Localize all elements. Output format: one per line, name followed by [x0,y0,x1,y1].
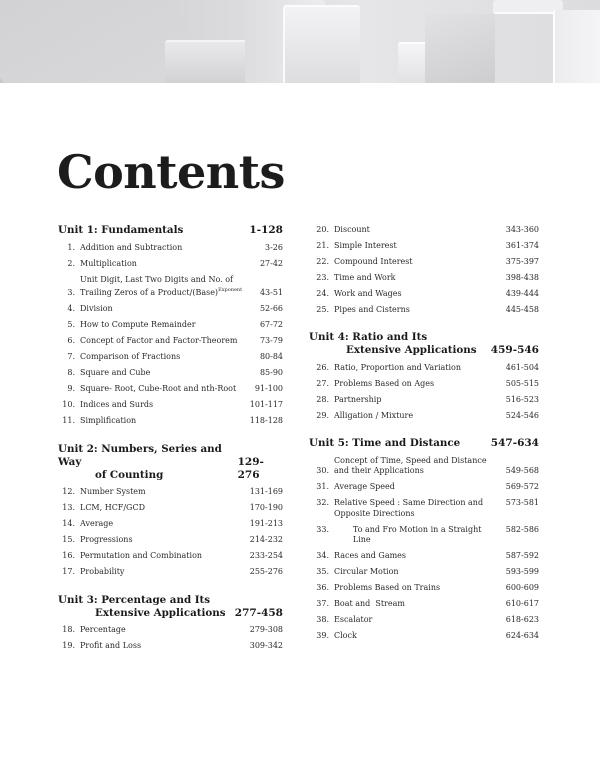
item-pages: 600-609 [505,583,539,592]
toc-item[interactable] [309,395,539,406]
page-title: Contents [57,145,285,199]
item-number: 8. [67,368,75,377]
contents-right-column [309,224,539,646]
item-pages: 52-66 [259,304,283,313]
unit-page-range: 1-128 [249,224,283,236]
spacer [58,582,283,594]
toc-item[interactable] [309,551,539,562]
unit-title-line2: Extensive Applications [95,606,226,619]
toc-item[interactable] [309,273,539,284]
toc-item[interactable] [309,225,539,236]
toc-item[interactable] [58,416,283,427]
item-pages: 445-458 [505,304,539,314]
unit-2 [58,443,283,578]
item-pages: 582-586 [505,524,539,534]
item-pages: 361-374 [505,240,539,250]
unit-heading [309,437,539,450]
toc-item[interactable] [58,641,283,652]
item-pages: 43-51 [259,288,283,297]
toc-item[interactable] [58,503,283,514]
item-number: 33. [316,524,329,534]
toc-item[interactable] [58,275,283,299]
toc-item[interactable] [58,368,283,379]
item-label: Division [80,304,113,313]
toc-item[interactable] [309,305,539,316]
unit-heading [309,331,539,357]
item-number: 24. [316,288,329,298]
item-label: Permutation and Combination [80,551,203,560]
toc-item[interactable] [309,599,539,610]
item-label: Partnership [334,394,382,404]
item-number: 26. [316,362,329,372]
item-pages: 309-342 [249,641,283,650]
item-pages: 85-90 [259,368,283,377]
item-label: Square and Cube [80,368,151,377]
item-label: Discount [334,224,370,234]
toc-item[interactable] [58,320,283,331]
unit-5 [309,437,539,642]
item-number: 29. [316,410,329,420]
item-number: 22. [316,256,329,266]
item-pages: 516-523 [505,394,539,404]
unit-title: Unit 5: Time and Distance [309,437,461,449]
unit-title-line1: Unit 4: Ratio and Its [309,331,428,343]
toc-item[interactable] [58,519,283,530]
toc-item[interactable] [309,379,539,390]
item-pages: 191-213 [249,519,283,528]
toc-item[interactable] [58,304,283,315]
toc-item[interactable] [58,259,283,270]
toc-item[interactable] [58,384,283,395]
unit-title [58,594,226,620]
item-number: 37. [316,599,329,608]
item-label: Profit and Loss [80,641,142,650]
item-label: Percentage [80,625,126,634]
item-pages: 233-254 [249,551,283,560]
item-number: 21. [316,240,329,250]
toc-item[interactable] [58,400,283,411]
item-pages: 118-128 [249,416,283,425]
item-pages: 131-169 [249,487,283,496]
item-number: 25. [316,304,329,314]
unit-page-range: 547-634 [490,437,539,449]
unit-heading [58,224,283,237]
toc-item[interactable] [58,535,283,546]
unit-3 [58,594,283,652]
item-pages: 375-397 [505,256,539,266]
item-number: 3. [67,288,75,297]
item-label: Average Speed [334,482,395,491]
item-pages: 398-438 [505,272,539,282]
item-number: 13. [62,503,75,512]
item-label: Time and Work [334,272,396,282]
unit-title-line1: Unit 3: Percentage and Its [58,593,211,606]
item-number: 12. [62,487,75,496]
item-label: Number System [80,487,146,496]
item-label: Average [80,519,114,528]
unit-page-range: 459-546 [490,344,539,356]
toc-item[interactable] [309,631,539,642]
item-pages: 343-360 [505,224,539,234]
unit-title: Unit 1: Fundamentals [58,224,184,236]
item-number: 10. [62,400,75,409]
item-number: 4. [67,304,75,313]
item-label: Concept of Time, Speed and Distance and their Applications [334,455,487,475]
item-label: Compound Interest [334,256,413,266]
item-label: Problems Based on Ages [334,378,435,388]
spacer [309,425,539,437]
item-pages: 573-581 [505,498,539,507]
item-number: 32. [316,498,329,507]
item-label: Simple Interest [334,240,397,250]
toc-item[interactable] [309,289,539,300]
spacer [58,431,283,443]
item-number: 35. [316,567,329,576]
item-number: 9. [67,384,75,393]
item-number: 15. [62,535,75,544]
item-label: Relative Speed : Same Direction and Opposite Directions [334,498,484,518]
item-label: How to Compute Remainder [80,320,196,329]
item-label: Ratio, Proportion and Variation [334,362,462,372]
item-label: Indices and Surds [80,400,154,409]
item-label: Races and Games [334,551,407,560]
item-pages: 587-592 [505,551,539,560]
item-label: Work and Wages [334,288,402,298]
item-label: Alligation / Mixture [334,410,414,420]
item-number: 18. [62,625,75,634]
toc-item[interactable] [58,487,283,498]
toc-item[interactable] [58,352,283,363]
item-pages: 255-276 [249,567,283,576]
toc-item[interactable] [309,498,539,519]
item-label: Progressions [80,535,133,544]
item-pages: 524-546 [505,410,539,420]
item-number: 31. [316,482,329,491]
item-label: Concept of Factor and Factor-Theorem [80,336,238,345]
unit-4 [309,331,539,421]
toc-item[interactable] [309,363,539,374]
unit-title-line2: Extensive Applications [346,344,477,356]
item-label: Addition and Subtraction [80,242,183,252]
item-label: Multiplication [80,258,137,268]
item-number: 5. [67,320,75,329]
unit-page-range: 277-458 [234,606,283,619]
item-label: To and Fro Motion in a Straight Line [352,524,482,544]
item-number: 19. [62,641,75,650]
item-pages: 505-515 [505,378,539,388]
item-pages: 461-504 [505,362,539,372]
item-number: 27. [316,378,329,388]
contents-left-column [58,224,283,656]
item-number: 17. [62,567,75,576]
item-pages: 170-190 [249,503,283,512]
toc-item[interactable] [309,482,539,493]
item-pages: 624-634 [505,631,539,640]
unit-title-line1: Unit 2: Numbers, Series and Way [58,442,222,468]
unit-page-range: 129-276 [237,455,264,481]
unit-1 [58,224,283,427]
item-label: LCM, HCF/GCD [80,503,145,512]
toc-item[interactable] [309,257,539,268]
unit-heading [58,443,283,482]
item-label: Pipes and Cisterns [334,304,410,314]
item-label: Comparison of Fractions [80,352,181,361]
superscript-exponent: Exponent [218,287,243,293]
item-number: 39. [316,631,329,640]
item-number: 38. [316,615,329,624]
item-number: 11. [62,416,75,425]
item-pages: 569-572 [505,482,539,491]
item-number: 36. [316,583,329,592]
toc-item[interactable] [309,411,539,422]
toc-item[interactable] [309,525,539,546]
toc-item[interactable] [309,456,539,477]
item-pages: 101-117 [249,400,283,409]
item-pages: 610-617 [505,599,539,608]
toc-item[interactable] [309,583,539,594]
item-number: 7. [67,352,75,361]
item-number: 20. [316,224,329,234]
item-label: Circular Motion [334,567,399,576]
item-number: 14. [62,519,75,528]
item-number: 34. [316,551,329,560]
item-label-text: Unit Digit, Last Two Digits and No. of Trailing Zeros of a Product/(Base) [80,274,234,297]
item-label: Probability [80,567,125,576]
item-pages: 73-79 [259,336,283,345]
item-pages: 67-72 [259,320,283,329]
item-pages: 279-308 [249,625,283,634]
item-number: 16. [62,551,75,560]
item-label: Clock [334,631,357,640]
item-label: Boat and Stream [334,599,405,608]
toc-item[interactable] [58,567,283,578]
toc-item[interactable] [309,615,539,626]
item-pages: 80-84 [259,352,283,361]
item-label: Simplification [80,416,137,425]
item-number: 23. [316,272,329,282]
item-pages: 3-26 [265,242,283,252]
toc-item[interactable] [309,567,539,578]
spacer [309,319,539,331]
toc-item[interactable] [58,551,283,562]
item-pages: 214-232 [249,535,283,544]
unit-heading [58,594,283,620]
toc-item[interactable] [58,625,283,636]
item-number: 2. [67,258,75,268]
unit-title [58,443,238,482]
item-pages: 91-100 [254,384,283,393]
toc-item[interactable] [309,241,539,252]
item-label: Square- Root, Cube-Root and nth-Root [80,384,237,393]
item-label: Escalator [334,615,373,624]
item-pages: 593-599 [505,567,539,576]
item-number: 30. [316,466,329,475]
item-number: 1. [67,242,75,252]
unit-title-line2: of Counting [95,468,164,481]
item-pages: 549-568 [505,466,539,475]
unit-3-continued [309,225,539,316]
decorative-banner [0,0,600,83]
item-pages: 27-42 [259,258,283,268]
item-pages: 618-623 [505,615,539,624]
toc-item[interactable] [58,336,283,347]
item-number: 28. [316,394,329,404]
item-label [80,275,256,299]
item-pages: 439-444 [505,288,539,298]
item-label: Problems Based on Trains [334,583,441,592]
toc-item[interactable] [58,243,283,254]
item-number: 6. [67,336,75,345]
unit-title [309,331,477,357]
